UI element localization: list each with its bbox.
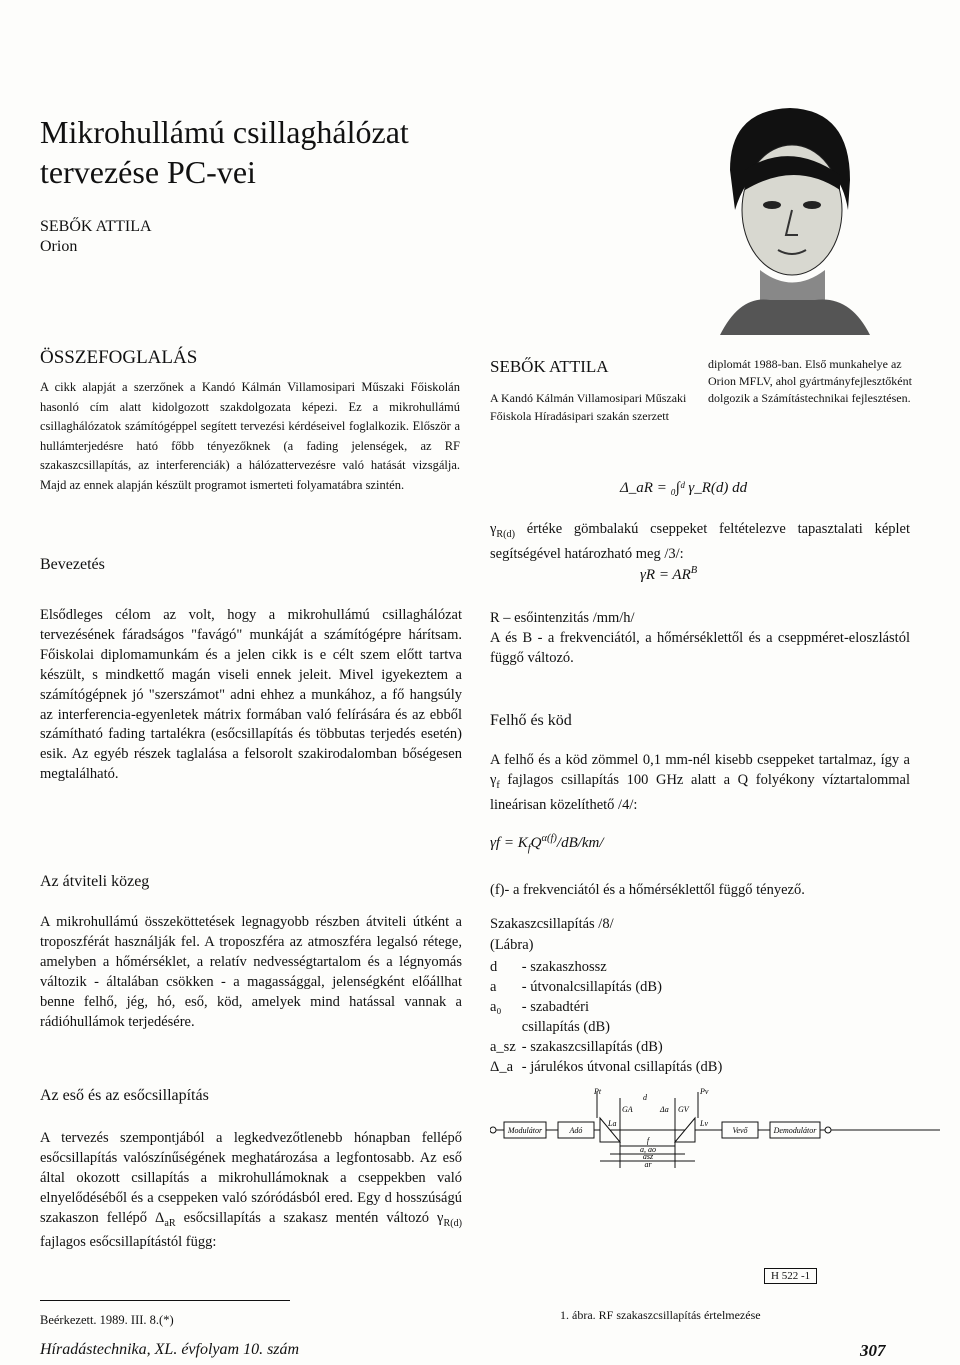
article-title: Mikrohullámú csillaghálózat tervezése PC-vei — [40, 114, 409, 190]
summary-text: A cikk alapját a szerzőnek a Kandó Kálmán Villamosipari Műszaki Főiskolán hasonló cím alatt kidolgozott szakdolgozata képezi. Ez a mikrohullámú csillaghálózatok számítógéppel segített tervezési kérdéseivel foglalkozik. Először a hullámterjedésre ható főbb tényezőknek (a fading jelenségek, az RF szakaszcsillapítás, az interferenciák) a hálózattervezésre való hatását vizsgálja. Majd az ennek alapján készült programot ismerteti folyamatábra szintén. — [40, 380, 460, 492]
pv-label: Pv — [700, 1088, 709, 1096]
ar-label: ar — [644, 1160, 652, 1168]
rf-attenuation-diagram — [490, 1088, 940, 1168]
ga-label: GA — [622, 1105, 633, 1114]
figure-caption: 1. ábra. RF szakaszcsillapítás értelmezése — [560, 1308, 761, 1322]
cloud-heading: Felhő és köd — [490, 712, 572, 729]
output-terminal — [825, 1127, 831, 1133]
bio-text-1: A Kandó Kálmán Villamosipari Műszaki Főiskola Híradásipari szakán szerzett — [490, 391, 687, 423]
received-date: Beérkezett. 1989. III. 8.(*) — [40, 1313, 174, 1327]
a-ao-label: a, ao — [640, 1145, 656, 1154]
formula-cloud: $\gamma f = K_fQ^{\alpha(f)}/dB/km/$ — [490, 833, 604, 854]
page-number: 307 — [860, 1341, 886, 1360]
bio-name: SEBŐK ATTILA — [490, 357, 609, 376]
cloud-text: A felhő és a köd zömmel 0,1 mm-nél kisebb cseppeket tartalmaz, így a $\gamma_f$ fajlagos csillapítás 100 GHz alatt a Q folyékony víztartalommal lineárisan közelíthető /4/: — [490, 752, 910, 813]
legend-row: a_sz - szakaszcsillapítás (dB) — [490, 1039, 663, 1055]
intro-heading: Bevezetés — [40, 556, 105, 573]
medium-text: A mikrohullámú összeköttetések legnagyobb részben átviteli útként a troposzférát használják fel. A troposzféra az atmoszféra legalsó rétege, amelyben a hőmérséklet, a relatív nedvességtartalom és a légnyomás változik - általában csökken - a magassággal, jelenségként előállhat benne felhő, jég, hó, eső, köd, amelyek mind hatással vannak a rádióhullámok terjedésére. — [40, 914, 462, 1030]
formula-rain-attenuation: Δ_aR = ₀∫ᵈ γ_R(d) dd — [620, 480, 748, 496]
attenuation-heading: Szakaszcsillapítás /8/ — [490, 916, 614, 932]
legend-row: a₀ - szabadtéri — [490, 999, 589, 1015]
modulator-label: Modulátor — [507, 1126, 543, 1135]
footnote-rule — [40, 1300, 290, 1301]
delta-label: Δa — [660, 1105, 669, 1114]
f-definition: (f)- a frekvenciától és a hőmérséklettől függő tényező. — [490, 882, 805, 898]
asz-label: asz — [642, 1152, 654, 1161]
lv-label: Lv — [700, 1119, 708, 1128]
legend-row: d - szakaszhossz — [490, 959, 607, 975]
legend-row: Δ_a - járulékos útvonal csillapítás (dB) — [490, 1059, 723, 1075]
r-definition: R – esőintenzitás /mm/h/ — [490, 610, 635, 626]
rain-text: A tervezés szempontjából a legkedvezőtlenebb hónapban fellépő esőcsillapítás valószínűségének meghatározása a legfontosabb. Az eső által okozott csillapítás a mikrohullámoknak a cseppekben való elnyelődéséből és a cseppeken való szóródásból ered. Egy d hosszúságú szakaszon fellépő $\Delta_{aR}$ esőcsillapítás a szakasz mentén változó $\gamma_{R(d)}$ fajlagos esőcsillapítástól függ: — [40, 1130, 462, 1251]
legend-row: csillapítás (dB) — [521, 1019, 610, 1035]
f-label: f — [646, 1136, 650, 1145]
author-organization: Orion — [40, 238, 78, 255]
author-photo — [700, 100, 875, 335]
rain-heading: Az eső és az esőcsillapítás — [40, 1087, 209, 1104]
input-terminal — [490, 1127, 496, 1133]
legend-row: a - útvonalcsillapítás (dB) — [490, 979, 662, 995]
symbol-legend — [490, 957, 728, 1077]
formula-gamma: $\gamma R = AR^B$ — [640, 565, 698, 583]
intro-text: Elsődleges célom az volt, hogy a mikrohullámú csillaghálózat tervezésének fáradságos "favágó" munkáját a számítógépre hárítsam. Főiskolai diplomamunkám és a jelen cikk is e célt szem előtt tartva készült, s mindkettő magán viseli ennek jeleit. Mivel igyekeztem a számítógépnek jó "szerszámot" adni ehhez a munkához, a fő hangsúly az interferencia-egyenletek mátrix formában való felírására és az ebből számítható fading tartalékra (esőcsillapítás és többutas terjedés esetén) esik. Az egyéb részek taglalása a felsorolt szakirodalomban bőségesen megtalálható. — [40, 607, 462, 783]
d-label: d — [643, 1093, 647, 1102]
bio-text-2: diplomát 1988-ban. Első munkahelye az Orion MFLV, ahol gyártmányfejlesztőként dolgozik a Számítástechnikai fejlesztésen. — [708, 357, 912, 405]
pt-label: Pt — [594, 1088, 602, 1096]
receiver-label: Vevő — [732, 1126, 748, 1135]
gv-label: GV — [678, 1105, 689, 1114]
transmitter-label: Adó — [569, 1126, 583, 1135]
ab-definition: A és B - a frekvenciától, a hőmérséklettől és a cseppméret-eloszlástól függő változó. — [490, 630, 910, 666]
medium-heading: Az átviteli közeg — [40, 873, 150, 890]
journal-footer: Híradástechnika, XL. évfolyam 10. szám — [40, 1341, 300, 1358]
attenuation-subheading: (Lábra) — [490, 937, 534, 953]
summary-heading: ÖSSZEFOGLALÁS — [40, 347, 198, 368]
demodulator-label: Demodulátor — [773, 1126, 817, 1135]
figure-code: H 522 -1 — [764, 1268, 817, 1284]
author-name: SEBŐK ATTILA — [40, 218, 152, 235]
la-label: La — [608, 1119, 617, 1128]
gamma-definition: $\gamma_{R(d)}$ értéke gömbalakú cseppeket feltételezve tapasztalati képlet segítségével határozható meg /3/: — [490, 521, 910, 562]
